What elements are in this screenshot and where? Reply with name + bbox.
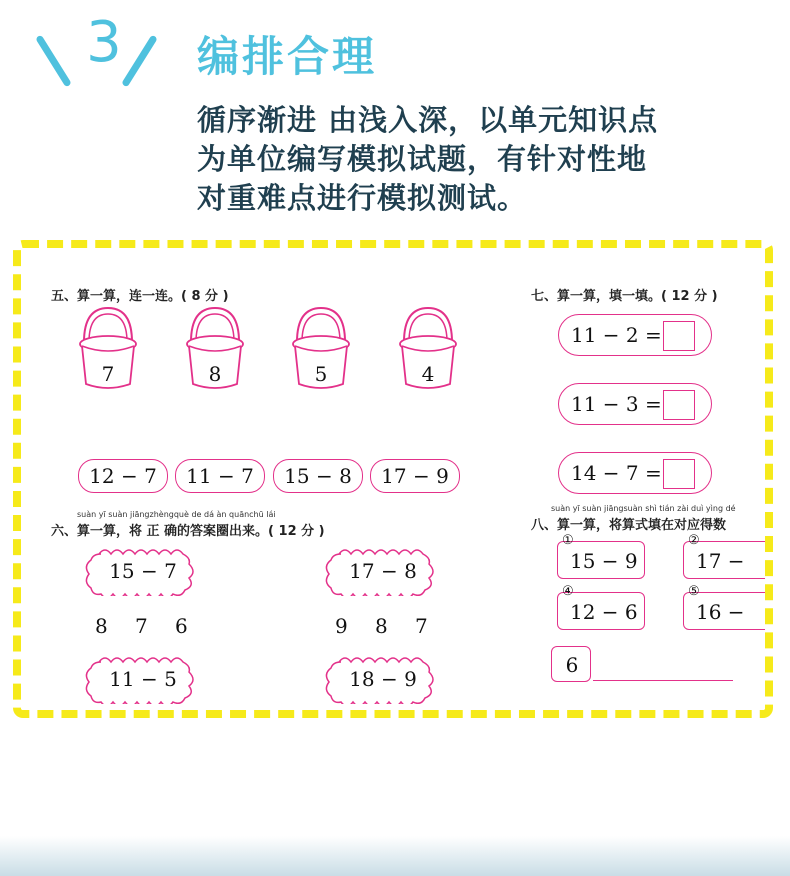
section-number: 3 bbox=[86, 10, 122, 75]
section6-title: 六、算一算，将 正 确的答案圈出来。( 12 分 ) bbox=[51, 524, 325, 539]
bottom-gradient bbox=[0, 836, 790, 876]
answer-option: 8 bbox=[375, 614, 388, 638]
worksheet-frame bbox=[13, 240, 773, 718]
cloud-problem-2 bbox=[323, 546, 443, 596]
expression-box-2 bbox=[683, 533, 765, 579]
item-expression: 12 − 6 bbox=[570, 600, 638, 624]
intro-line-2: 为单位编写模拟试题，有针对性地 bbox=[197, 142, 648, 176]
item-expression: 17 − bbox=[696, 549, 745, 573]
basket-3 bbox=[291, 306, 351, 396]
worksheet-sheet bbox=[21, 248, 765, 710]
answer-box[interactable] bbox=[663, 321, 695, 351]
answer-line[interactable] bbox=[593, 680, 733, 681]
section7-title: 七、算一算，填一填。( 12 分 ) bbox=[531, 289, 718, 304]
expression-pill-2: 11 − 7 bbox=[175, 459, 265, 493]
expression-box-4 bbox=[683, 584, 765, 630]
basket-4 bbox=[398, 306, 458, 396]
section6-pinyin: suàn yī suàn jiāngzhèngquè de dá àn quānchū lái bbox=[77, 510, 276, 519]
item-mark: ② bbox=[688, 533, 700, 548]
item-mark: ⑤ bbox=[688, 584, 700, 599]
item-mark: ④ bbox=[562, 584, 574, 599]
equation-pill-3 bbox=[558, 452, 712, 494]
basket-number: 5 bbox=[314, 362, 328, 386]
expression-pill-3: 15 − 8 bbox=[273, 459, 363, 493]
answer-option: 6 bbox=[175, 614, 188, 638]
item-mark: ① bbox=[562, 533, 574, 548]
cloud-expression: 15 − 7 bbox=[109, 559, 177, 583]
equation-pill-2 bbox=[558, 383, 712, 425]
section8-pinyin: suàn yī suàn jiāngsuàn shì tián zài duì yìng dé bbox=[551, 504, 736, 513]
answer-option: 9 bbox=[335, 614, 348, 638]
basket-1 bbox=[78, 306, 138, 396]
equation-text: 11 − 3 = bbox=[571, 392, 662, 416]
section-number-badge bbox=[44, 10, 164, 100]
left-slash-decoration bbox=[35, 35, 72, 88]
basket-2 bbox=[185, 306, 245, 396]
cloud-problem-3 bbox=[83, 654, 203, 704]
answer-box[interactable] bbox=[663, 390, 695, 420]
intro-line-3: 对重难点进行模拟测试。 bbox=[197, 181, 528, 215]
cloud-problem-1 bbox=[83, 546, 203, 596]
expression-box-1 bbox=[557, 533, 645, 579]
page-title: 编排合理 bbox=[197, 32, 378, 81]
equation-text: 11 − 2 = bbox=[571, 323, 662, 347]
result-value: 6 bbox=[565, 653, 579, 677]
expression-pill-4: 17 − 9 bbox=[370, 459, 460, 493]
section5-title: 五、算一算，连一连。( 8 分 ) bbox=[51, 289, 229, 304]
intro-line-1: 循序渐进 由浅入深，以单元知识点 bbox=[197, 103, 659, 137]
item-expression: 16 − bbox=[696, 600, 745, 624]
expression-box-3 bbox=[557, 584, 645, 630]
basket-number: 8 bbox=[208, 362, 222, 386]
equation-pill-1 bbox=[558, 314, 712, 356]
item-expression: 15 − 9 bbox=[570, 549, 638, 573]
expression-pill-1: 12 − 7 bbox=[78, 459, 168, 493]
cloud-expression: 11 − 5 bbox=[109, 667, 177, 691]
answer-option: 7 bbox=[415, 614, 428, 638]
equation-text: 14 − 7 = bbox=[571, 461, 662, 485]
answer-box[interactable] bbox=[663, 459, 695, 489]
result-box-six bbox=[551, 646, 591, 682]
cloud-expression: 17 − 8 bbox=[349, 559, 417, 583]
answer-option: 7 bbox=[135, 614, 148, 638]
cloud-expression: 18 − 9 bbox=[349, 667, 417, 691]
section8-title: 八、算一算，将算式填在对应得数 bbox=[531, 518, 727, 533]
answer-option: 8 bbox=[95, 614, 108, 638]
cloud-problem-4 bbox=[323, 654, 443, 704]
basket-number: 4 bbox=[421, 362, 435, 386]
basket-number: 7 bbox=[101, 362, 115, 386]
